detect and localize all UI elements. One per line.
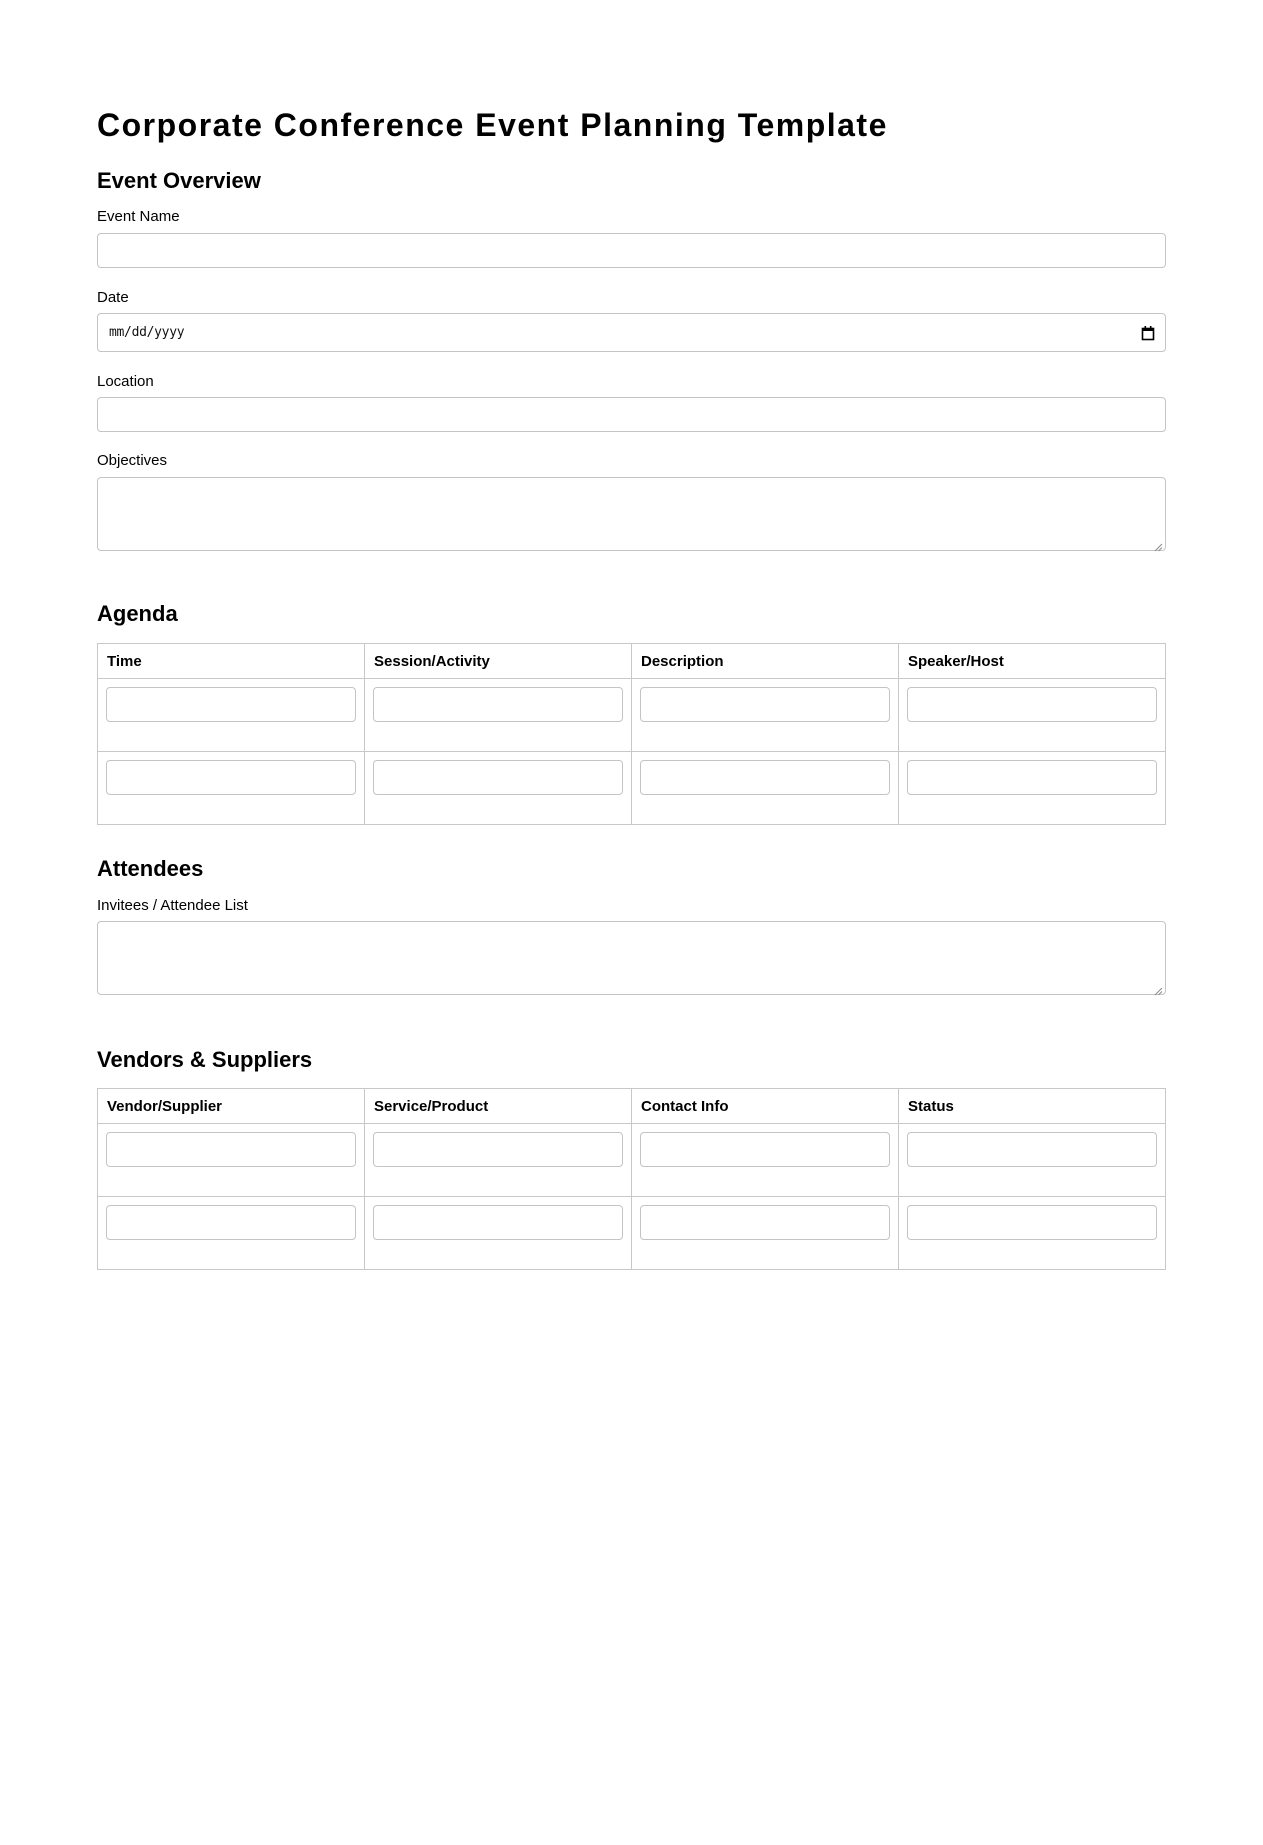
agenda-cell bbox=[632, 752, 899, 825]
agenda-cell bbox=[899, 679, 1166, 752]
vendor-contact-input[interactable] bbox=[640, 1132, 890, 1167]
location-input[interactable] bbox=[97, 397, 1166, 432]
vendor-name-input[interactable] bbox=[106, 1205, 356, 1240]
agenda-speaker-input[interactable] bbox=[907, 687, 1157, 722]
agenda-session-input[interactable] bbox=[373, 687, 623, 722]
location-label: Location bbox=[97, 373, 154, 390]
vendors-column-contact: Contact Info bbox=[632, 1089, 899, 1124]
agenda-cell bbox=[365, 752, 632, 825]
vendor-status-input[interactable] bbox=[907, 1132, 1157, 1167]
vendor-service-input[interactable] bbox=[373, 1132, 623, 1167]
vendor-status-input[interactable] bbox=[907, 1205, 1157, 1240]
agenda-cell bbox=[365, 679, 632, 752]
vendor-contact-input[interactable] bbox=[640, 1205, 890, 1240]
vendor-name-input[interactable] bbox=[106, 1132, 356, 1167]
event-name-input[interactable] bbox=[97, 233, 1166, 268]
agenda-row bbox=[98, 679, 1166, 752]
attendees-heading: Attendees bbox=[97, 856, 204, 881]
vendors-cell bbox=[98, 1197, 365, 1270]
vendors-cell bbox=[899, 1197, 1166, 1270]
date-input[interactable] bbox=[97, 313, 1166, 352]
attendee-list-textarea[interactable] bbox=[97, 921, 1166, 995]
vendors-header-row bbox=[98, 1089, 1166, 1124]
agenda-session-input[interactable] bbox=[373, 760, 623, 795]
page-title: Corporate Conference Event Planning Template bbox=[97, 107, 888, 143]
agenda-header-row bbox=[98, 644, 1166, 679]
agenda-cell bbox=[98, 679, 365, 752]
agenda-table bbox=[97, 643, 1166, 825]
agenda-time-input[interactable] bbox=[106, 687, 356, 722]
attendee-list-label: Invitees / Attendee List bbox=[97, 897, 248, 914]
vendor-service-input[interactable] bbox=[373, 1205, 623, 1240]
vendors-cell bbox=[98, 1124, 365, 1197]
agenda-column-time: Time bbox=[98, 644, 365, 679]
agenda-speaker-input[interactable] bbox=[907, 760, 1157, 795]
date-label: Date bbox=[97, 289, 129, 306]
objectives-textarea[interactable] bbox=[97, 477, 1166, 551]
agenda-row bbox=[98, 752, 1166, 825]
vendors-row bbox=[98, 1124, 1166, 1197]
agenda-column-description: Description bbox=[632, 644, 899, 679]
objectives-label: Objectives bbox=[97, 452, 168, 469]
vendors-cell bbox=[365, 1124, 632, 1197]
agenda-column-speaker: Speaker/Host bbox=[899, 644, 1166, 679]
agenda-description-input[interactable] bbox=[640, 760, 890, 795]
vendors-row bbox=[98, 1197, 1166, 1270]
vendors-cell bbox=[899, 1124, 1166, 1197]
agenda-cell bbox=[899, 752, 1166, 825]
vendors-column-service: Service/Product bbox=[365, 1089, 632, 1124]
vendors-cell bbox=[632, 1197, 899, 1270]
agenda-time-input[interactable] bbox=[106, 760, 356, 795]
resize-grip-icon[interactable] bbox=[1154, 539, 1163, 548]
vendors-table bbox=[97, 1088, 1166, 1270]
event-name-label: Event Name bbox=[97, 208, 180, 225]
agenda-heading: Agenda bbox=[97, 601, 178, 626]
resize-grip-icon[interactable] bbox=[1154, 983, 1163, 992]
event-overview-heading: Event Overview bbox=[97, 168, 261, 193]
vendors-heading: Vendors & Suppliers bbox=[97, 1047, 313, 1072]
date-placeholder: mm/dd/yyyy bbox=[109, 325, 185, 340]
agenda-cell bbox=[632, 679, 899, 752]
vendors-cell bbox=[365, 1197, 632, 1270]
agenda-cell bbox=[98, 752, 365, 825]
agenda-description-input[interactable] bbox=[640, 687, 890, 722]
vendors-column-vendor: Vendor/Supplier bbox=[98, 1089, 365, 1124]
vendors-cell bbox=[632, 1124, 899, 1197]
vendors-column-status: Status bbox=[899, 1089, 1166, 1124]
agenda-column-session: Session/Activity bbox=[365, 644, 632, 679]
calendar-icon[interactable] bbox=[1141, 325, 1155, 341]
